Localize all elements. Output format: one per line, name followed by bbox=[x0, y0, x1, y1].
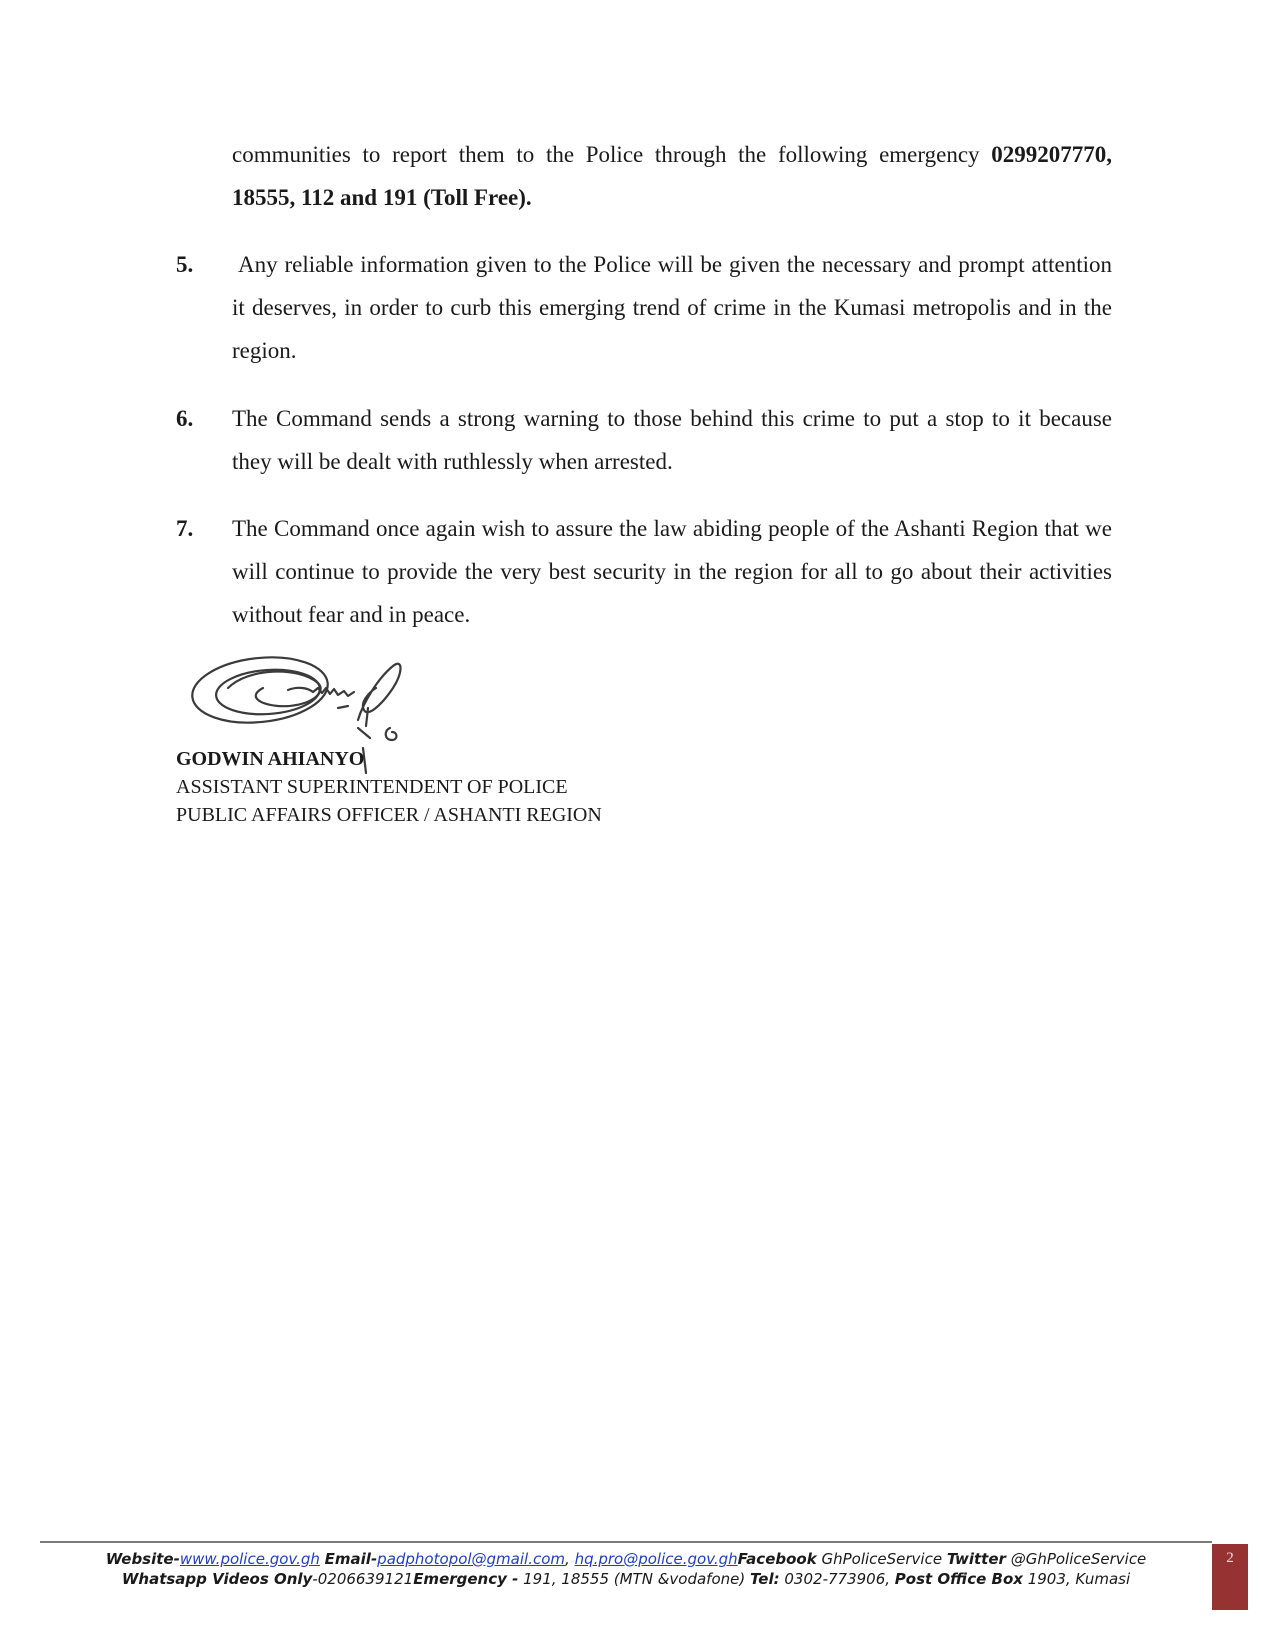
paragraph-7 bbox=[176, 507, 1112, 636]
emergency-numbers: 0299207770, 18555, 112 and 191 (Toll Free). bbox=[232, 142, 1112, 210]
signatory-position: PUBLIC AFFAIRS OFFICER / ASHANTI REGION bbox=[176, 804, 602, 826]
pobox-label: Post Office Box bbox=[894, 1570, 1023, 1588]
tel-label: Tel: bbox=[750, 1570, 780, 1588]
whatsapp-label: Whatsapp Videos Only bbox=[121, 1570, 313, 1588]
facebook-label: Facebook bbox=[737, 1550, 817, 1568]
paragraph-number: 7. bbox=[176, 516, 194, 541]
emergency-numbers-footer: 191, 18555 (MTN &vodafone) bbox=[518, 1570, 750, 1588]
footer bbox=[40, 1549, 1212, 1589]
continued-paragraph-text: communities to report them to the Police through the following emergency bbox=[232, 142, 992, 167]
paragraph-number: 6. bbox=[176, 406, 194, 431]
facebook-handle: GhPoliceService bbox=[816, 1550, 947, 1568]
footer-divider bbox=[40, 1541, 1212, 1543]
footer-line-2 bbox=[40, 1569, 1212, 1589]
paragraph-text: The Command once again wish to assure the law abiding people of the Ashanti Region that we will continue to provide the very best security in the region for all to go about their activities without fear and in peace. bbox=[232, 516, 1112, 627]
continued-paragraph bbox=[232, 133, 1112, 219]
email-link-1[interactable]: padphotopol@gmail.com bbox=[377, 1550, 566, 1568]
paragraph-6 bbox=[176, 397, 1112, 483]
whatsapp-number: -0206639121 bbox=[312, 1570, 414, 1588]
tel-number: 0302-773906, bbox=[779, 1570, 895, 1588]
signature-block bbox=[176, 745, 602, 829]
footer-line-1 bbox=[40, 1549, 1212, 1569]
signatory-name: GODWIN AHIANYO bbox=[176, 748, 365, 770]
paragraph-number: 5. bbox=[176, 252, 194, 277]
twitter-handle: @GhPoliceService bbox=[1005, 1550, 1147, 1568]
paragraph-5 bbox=[176, 243, 1112, 372]
email-link-2[interactable]: hq.pro@police.gov.gh bbox=[574, 1550, 738, 1568]
email-label: Email- bbox=[324, 1550, 378, 1568]
paragraph-text: Any reliable information given to the Police will be given the necessary and prompt attention it deserves, in order to curb this emerging trend of crime in the Kumasi metropolis and in the region. bbox=[232, 252, 1112, 363]
signatory-rank: ASSISTANT SUPERINTENDENT OF POLICE bbox=[176, 776, 568, 798]
emergency-label: Emergency - bbox=[413, 1570, 519, 1588]
email-separator: , bbox=[565, 1550, 575, 1568]
pobox-value: 1903, Kumasi bbox=[1022, 1570, 1131, 1588]
page-number-badge: 2 bbox=[1212, 1544, 1248, 1610]
twitter-label: Twitter bbox=[946, 1550, 1006, 1568]
paragraph-text: The Command sends a strong warning to those behind this crime to put a stop to it because they will be dealt with ruthlessly when arrested. bbox=[232, 406, 1112, 474]
website-label: Website- bbox=[105, 1550, 180, 1568]
website-link[interactable]: www.police.gov.gh bbox=[179, 1550, 320, 1568]
